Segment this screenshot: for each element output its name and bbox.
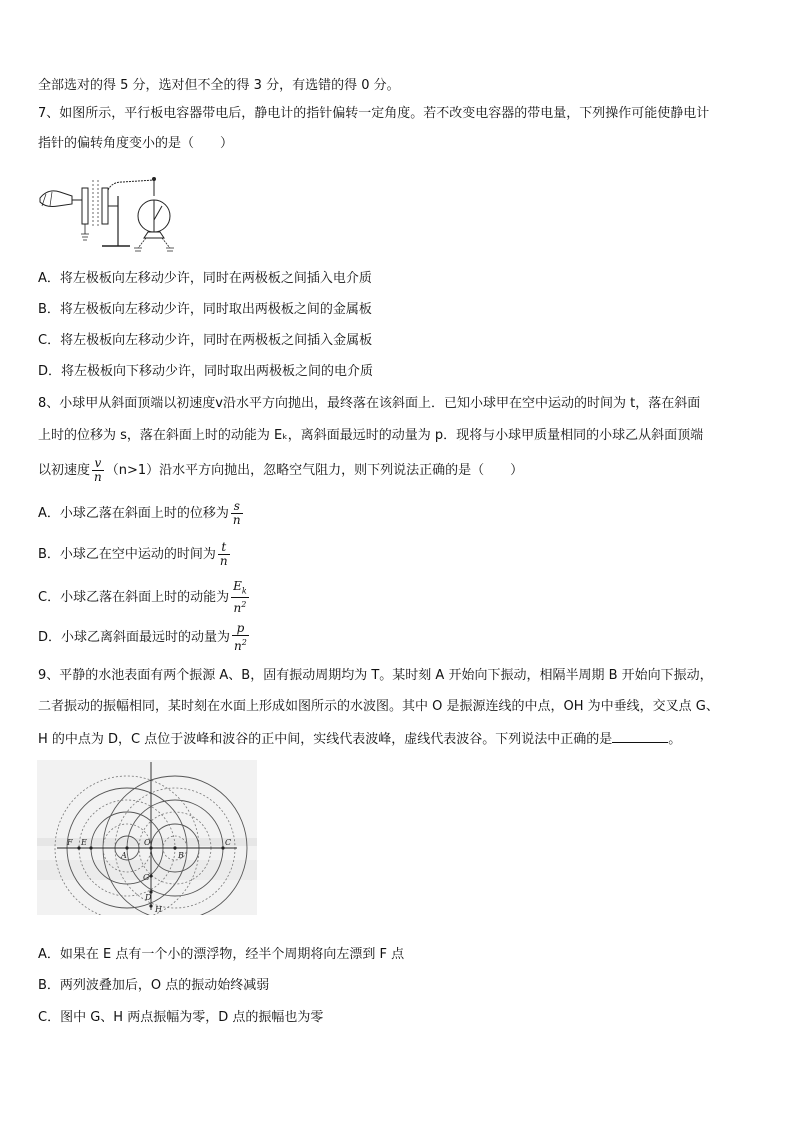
q7-stem-line2: 指针的偏转角度变小的是（ ） <box>38 136 234 151</box>
label-a: A <box>121 851 127 860</box>
q9-stem3-end: 。 <box>668 732 682 747</box>
frac-denominator: n <box>232 513 241 527</box>
scoring-note: 全部选对的得 5 分，选对但不全的得 3 分，有选错的得 0 分。 <box>38 78 400 93</box>
frac-den-base: n <box>234 639 242 653</box>
q8-option-c <box>38 580 251 615</box>
q8-stem3-pre: 以初速度 <box>38 463 91 478</box>
frac-den-superscript: 2 <box>241 638 247 647</box>
q8-initial-speed-fraction <box>92 457 104 484</box>
option-fraction <box>231 500 243 527</box>
frac-den-superscript: 2 <box>241 600 247 610</box>
q9-option-a: A．如果在 E 点有一个小的漂浮物，经半个周期将向左漂到 F 点 <box>38 947 405 962</box>
q8-stem3-post: （n>1）沿水平方向抛出，忽略空气阻力，则下列说法正确的是（ ） <box>105 463 524 478</box>
label-g: G <box>143 873 150 882</box>
frac-numerator: t <box>218 541 230 555</box>
frac-num-subscript: k <box>241 586 247 596</box>
option-text: D．小球乙离斜面最远时的动量为 <box>38 630 231 645</box>
q9-stem-line2: 二者振动的振幅相同，某时刻在水面上形成如图所示的水波图。其中 O 是振源连线的中点，OH 为中垂线，交叉点 G、 <box>38 699 719 714</box>
label-b: B <box>178 851 184 860</box>
q7-option-b: B．将左极板向左移动少许，同时取出两极板之间的金属板 <box>38 302 372 317</box>
option-text: A．小球乙落在斜面上时的位移为 <box>38 506 229 521</box>
water-wave-interference-figure <box>37 760 257 915</box>
label-c: C <box>225 838 232 847</box>
q9-stem-line3 <box>38 730 681 748</box>
answer-blank <box>612 730 668 743</box>
option-fraction <box>232 622 249 653</box>
label-d: D <box>145 893 152 902</box>
q9-option-b: B．两列波叠加后，O 点的振动始终减弱 <box>38 978 270 993</box>
label-h: H <box>155 905 162 914</box>
label-o: O <box>144 838 151 847</box>
option-text: C．小球乙落在斜面上时的动能为 <box>38 590 230 606</box>
option-fraction <box>218 541 230 568</box>
frac-denominator: n <box>94 470 102 484</box>
frac-numerator: v <box>92 457 104 471</box>
q7-option-d: D．将左极板向下移动少许，同时取出两极板之间的电介质 <box>38 364 374 379</box>
q8-stem-line2: 上时的位移为 s，落在斜面上时的动能为 Eₖ，离斜面最远时的动量为 p．现将与小球甲质量相同的小球乙从斜面顶端 <box>38 428 704 443</box>
capacitor-electrometer-figure <box>38 176 178 254</box>
q8-stem-line3 <box>38 456 523 486</box>
label-e: E <box>81 838 87 847</box>
q8-option-a <box>38 498 245 530</box>
q7-option-a: A．将左极板向左移动少许，同时在两极板之间插入电介质 <box>38 271 372 286</box>
frac-denominator <box>231 598 249 615</box>
q9-stem3-text: H 的中点为 D，C 点位于波峰和波谷的正中间，实线代表波峰，虚线代表波谷。下列说法中正确的是 <box>38 732 613 747</box>
q9-option-c: C．图中 G、H 两点振幅为零，D 点的振幅也为零 <box>38 1010 324 1025</box>
frac-num-base: E <box>233 579 242 593</box>
frac-den-base: n <box>233 601 242 616</box>
frac-denominator: n <box>219 554 228 568</box>
frac-numerator <box>231 580 249 598</box>
q8-option-b <box>38 539 232 571</box>
q7-stem-line1: 7、如图所示，平行板电容器带电后，静电计的指针偏转一定角度。若不改变电容器的带电量，下列操作可能使静电计 <box>38 106 710 121</box>
q9-stem-line1: 9、平静的水池表面有两个振源 A、B，固有振动周期均为 T。某时刻 A 开始向下振动，相隔半周期 B 开始向下振动， <box>38 668 713 683</box>
frac-numerator: s <box>231 500 243 514</box>
label-f: F <box>67 838 73 847</box>
option-fraction <box>231 580 249 615</box>
frac-denominator <box>232 636 249 653</box>
q8-option-d <box>38 621 251 655</box>
q8-stem-line1: 8、小球甲从斜面顶端以初速度v沿水平方向抛出，最终落在该斜面上．已知小球甲在空中运动的时间为 t，落在斜面 <box>38 396 701 411</box>
frac-numerator: p <box>232 622 249 636</box>
q7-option-c: C．将左极板向左移动少许，同时在两极板之间插入金属板 <box>38 333 373 348</box>
option-text: B．小球乙在空中运动的时间为 <box>38 547 216 562</box>
